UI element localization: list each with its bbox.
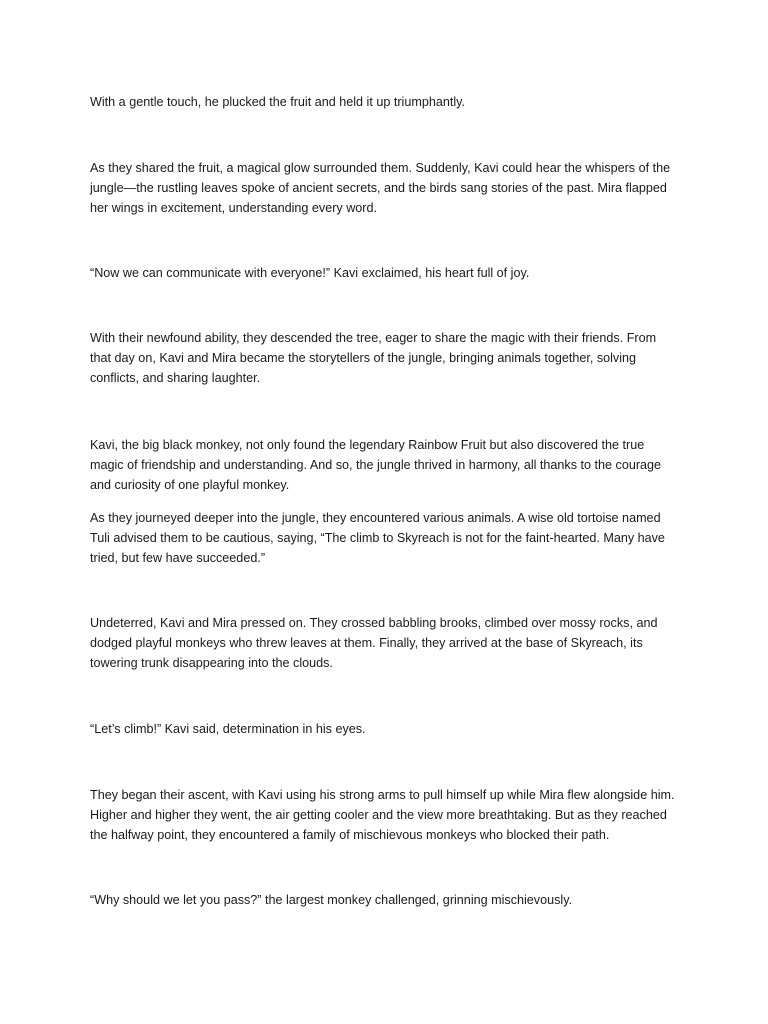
paragraph: “Why should we let you pass?” the largest monkey challenged, grinning mischievously. xyxy=(90,893,573,907)
paragraph: With a gentle touch, he plucked the fruit and held it up triumphantly. xyxy=(90,95,466,109)
paragraph: As they shared the fruit, a magical glow surrounded them. Suddenly, Kavi could hear the whispers of the jungle—the rustling leaves spoke of ancient secrets, and the birds sang stories of the past. Mira flapped her wings in excitement, understanding every word. xyxy=(90,161,671,215)
paragraph: With their newfound ability, they descended the tree, eager to share the magic with their friends. From that day on, Kavi and Mira became the storytellers of the jungle, bringing animals together, solving conflicts, and sharing laughter. xyxy=(90,331,657,385)
paragraph: Kavi, the big black monkey, not only found the legendary Rainbow Fruit but also discovered the true magic of friendship and understanding. And so, the jungle thrived in harmony, all thanks to the courage and curiosity of one playful monkey. xyxy=(90,438,662,492)
paragraph: Undeterred, Kavi and Mira pressed on. They crossed babbling brooks, climbed over mossy rocks, and dodged playful monkeys who threw leaves at them. Finally, they arrived at the base of Skyreach, its towering trunk disappearing into the clouds. xyxy=(90,616,658,670)
paragraph: As they journeyed deeper into the jungle, they encountered various animals. A wise old tortoise named Tuli advised them to be cautious, saying, “The climb to Skyreach is not for the faint-hearted. Many have tried, but few have succeeded.” xyxy=(90,511,665,565)
paragraph: “Now we can communicate with everyone!” Kavi exclaimed, his heart full of joy. xyxy=(90,266,530,280)
paragraph: They began their ascent, with Kavi using his strong arms to pull himself up while Mira flew alongside him. Higher and higher they went, the air getting cooler and the view more breathtaking. But as they reached the halfway point, they encountered a family of mischievous monkeys who blocked their path. xyxy=(90,788,675,842)
paragraph: “Let’s climb!” Kavi said, determination in his eyes. xyxy=(90,722,366,736)
